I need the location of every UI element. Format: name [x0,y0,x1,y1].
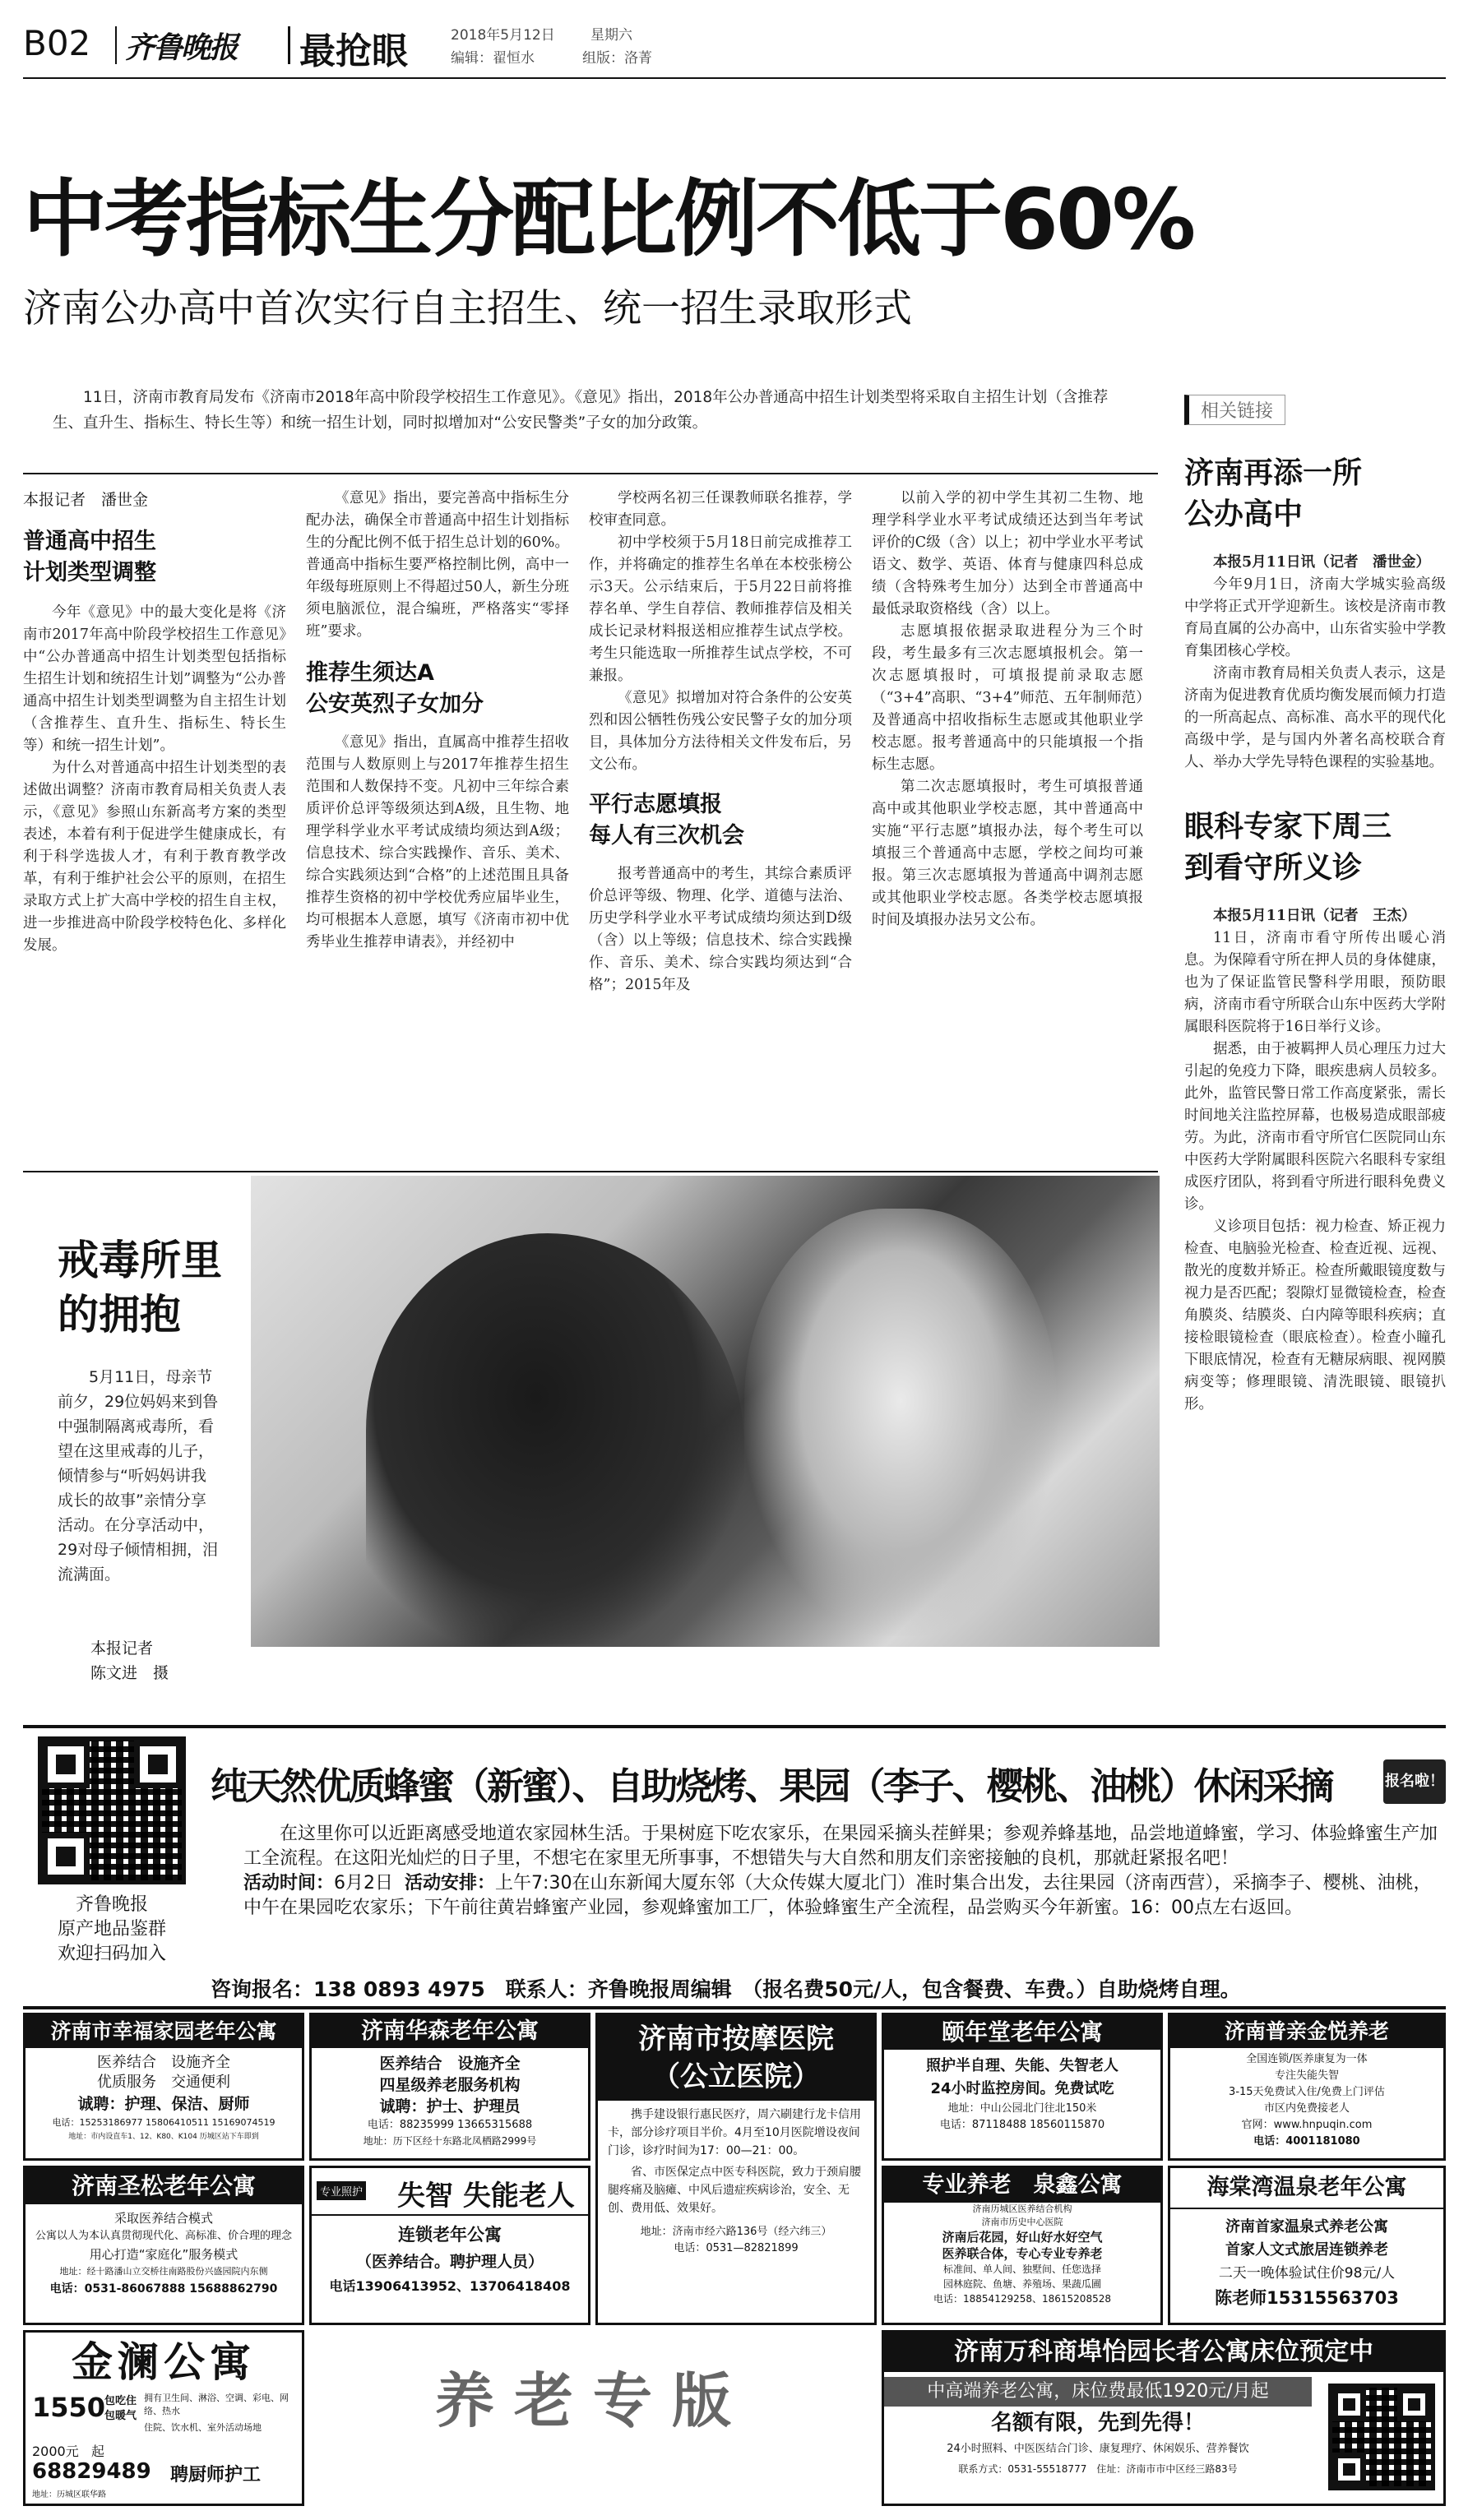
honey-ad-title: 纯天然优质蜂蜜（新蜜）、自助烧烤、果园（李子、樱桃、油桃）休闲采摘 [211,1764,1332,1808]
date: 2018年5月12日 [451,27,555,44]
sidebar [1184,395,1446,1416]
ad-line: 医养联合体，专心专业专养老 [942,2246,1103,2261]
section-label: 养老专版 [434,2366,751,2435]
paragraph: 济南市教育局相关负责人表示，这是济南为促进教育优质均衡发展而倾力打造的一所高起点、高标准、高水平的现代化高级中学，是与国内外著名高校联合育人、举办大学先导特色课程的实验基地。 [1184,665,1446,770]
ad-line: 包暖气 [104,2410,137,2422]
ad-title: 济南普亲金悦养老 [1170,2015,1443,2048]
classified-ad [309,2013,590,2161]
classified-ad [309,2166,590,2325]
sidebar-headline: 眼科专家下周三 到看守所义诊 [1184,810,1392,885]
ad-line: 济南后花园，好山好水好空气 [942,2230,1103,2245]
ad-title: 金澜公寓 [25,2333,302,2392]
ad-line: 住院、饮水机、室外活动场地 [144,2422,262,2433]
ad-line: 陈老师15315563703 [1215,2288,1399,2308]
column-text [23,602,286,957]
ad-line: 医养结合 设施齐全 [379,2055,521,2073]
ad-line: 标准间、单人间、独墅间、任您选择 [942,2263,1101,2275]
paragraph: 《意见》指出，要完善高中指标生分配办法，确保全市普通高中招生计划指标生的分配比例不低于招生总计划的60%。普通高中指标生要严格控制比例，高中一年级每班原则上不得超过50人，新生分班须电脑派位，混合编班，严格落实“零择班”要求。 [306,490,569,640]
column-text [306,488,569,643]
ad-line: 诚聘：护士、护理员 [379,2097,521,2115]
ad-header [312,2168,588,2216]
ad-line: 中高端养老公寓，床位费最低1920元/月起 [884,2377,1312,2407]
column-text [872,488,1143,932]
ad-line: 采取医养结合模式 [113,2211,213,2226]
ad-line: 24小时监控房间。免费试吃 [930,2080,1114,2097]
ad-line: 诚聘：护理、保洁、厨师 [77,2095,250,2113]
classified-ad [882,2013,1163,2161]
lead-paragraph: 11日，济南市教育局发布《济南市2018年高中阶段学校招生工作意见》。《意见》指出，2018年公办普通高中招生计划类型将采取自主招生计划（含推荐生、直升生、指标生、特长生等）和统一招生计划，同时拟增加对“公安民警类”子女的加分政策。 [53,389,1109,432]
ad-line: 电话：18854129258、18615208528 [933,2293,1111,2305]
event-date: 6月2日 [334,1873,394,1893]
photo-caption: 5月11日，母亲节前夕，29位妈妈来到鲁中强制隔离戒毒所，看望在这里戒毒的儿子，倾情参与“听妈妈讲我成长的故事”亲情分享活动。在分享活动中，29对母子倾情相拥，泪流满面。 [58,1368,219,1584]
paragraph: 11日，济南市看守所传出暖心消息。为保障看守所在押人员的身体健康，也为了保证监管民警科学用眼，预防眼病，济南市看守所联合山东中医药大学附属眼科医院将于16日举行义诊。 [1184,930,1446,1035]
ad-line: 地址：济南市经六路136号（经六纬三） [640,2226,832,2238]
ad-line: 3-15天免费试入住/免费上门评估 [1229,2086,1385,2098]
ad-line: 地址：市内设直车1、12、K80、K104 历城区站下车即到 [68,2133,259,2141]
ad-line: 济南历城区医养结合机构 [972,2203,1072,2214]
photo-figure-light [744,1209,1057,1636]
paragraph: 《意见》指出，直属高中推荐生招收范围与人数原则上与2017年推荐生招生范围和人数保持不变。凡初中三年综合素质评价总评等级须达到A级，且生物、地理学科学业水平考试成绩均须达到A级；信息技术、综合实践操作、音乐、美术、综合实践须达到“合格”的上述范围且具备推荐生资格的初中学校优秀应届毕业生，均可根据本人意愿，填写《济南市初中优秀毕业生推荐申请表》，并经初中 [306,734,569,950]
ad-title: 济南华森老年公寓 [312,2015,588,2048]
ad-line: 济南市历史中心医院 [981,2217,1063,2227]
paragraph: 今年9月1日，济南大学城实验高级中学将正式开学迎新生。该校是济南市教育局直属的公办高中，山东省实验中学教育集团核心学校。 [1184,576,1446,659]
ad-line: 拥有卫生间、淋浴、空调、彩电、网络、热水 [144,2393,289,2416]
photo-story-title: 戒毒所里 的拥抱 [58,1237,222,1339]
ad-line: 名额有限，先到先得！ [990,2411,1205,2435]
article-column-4 [872,488,1143,932]
honey-ad-badge: 报名啦！ [1383,1759,1446,1804]
classified-ad [882,2330,1446,2506]
paragraph: 以前入学的初中学生其初二生物、地理学科学业水平考试成绩还达到当年考试评价的C级（含）以上；初中学业水平考试语文、数学、英语、体育与健康四科总成绩（含特殊考生加分）达到全市普通高中最低录取资格线（含）以上。 [872,490,1143,617]
article-column-1 [23,526,286,957]
classified-ad [1168,2166,1446,2325]
ad-title: 济南圣松老年公寓 [25,2168,302,2204]
ad-line: 全国连锁/医养康复为一体 [1246,2053,1368,2065]
ad-line: 地址：历城区联华路 [32,2490,106,2499]
ad-title: 颐年堂老年公寓 [884,2015,1160,2050]
paragraph: 学校两名初三任课教师联名推荐，学校审查同意。 [589,490,852,529]
classified-ad [595,2013,877,2325]
classified-ad [23,2330,304,2506]
subhead: 普通高中招生 计划类型调整 [23,529,156,585]
sidebar-text [1184,552,1446,774]
ad-line: 电话：87118488 18560115870 [939,2119,1105,2131]
paragraph: 义诊项目包括：视力检查、矫正视力检查、电脑验光检查、检查近视、远视、散光的度数并矫正。检查所戴眼镜度数与视力是否匹配；裂隙灯显微镜检查，检查角膜炎、结膜炎、白内障等眼科疾病；直接检眼镜检查（眼底检查）。检查小瞳孔下眼底情况，检查有无糖尿病眼、视网膜病变等；修理眼镜、清洗眼镜、眼镜扒形。 [1184,1218,1446,1413]
ad-line: 专注失能失智 [1274,2069,1339,2082]
divider [288,26,290,64]
classified-ad [23,2166,304,2325]
ad-line: 省、市医保定点中医专科医院，致力于颈肩腰腿疼痛及脑瘫、中风后遗症疾病诊治，安全、无创、费用低、效果好。 [608,2166,861,2215]
ad-line: 电话：4001181080 [1253,2135,1360,2148]
subhead: 推荐生须达A 公安英烈子女加分 [306,660,484,717]
editor: 编辑：翟恒水 [451,50,535,67]
ad-line: 2000元 [32,2444,79,2459]
paragraph: 今年《意见》中的最大变化是将《济南市2017年高中阶段学校招生工作意见》中“公办普通高中招生计划类型包括指标生招生计划和统招生计划”调整为“公办普通高中招生计划类型调整为自主招生计划（含推荐生、直升生、指标生、特长生等）和统一招生计划”。 [23,604,286,754]
page-number: B02 [23,23,91,63]
photo-credit: 本报记者 陈文进 摄 [90,1639,169,1682]
paragraph: 《意见》拟增加对符合条件的公安英烈和因公牺牲伤残公安民警子女的加分项目，具体加分方法待相关文件发布后，另文公布。 [589,690,852,773]
lead-rule [23,473,1158,474]
section-name: 最抢眼 [299,30,408,72]
ad-line: 连锁老年公寓 [398,2225,502,2245]
ad-line: 照护半自理、失能、失智老人 [926,2057,1118,2074]
time-label: 活动时间： [243,1873,335,1893]
ad-line: 医养结合 设施齐全 [97,2054,230,2071]
weekday: 星期六 [590,27,632,44]
ad-line: 首家人文式旅居连锁养老 [1225,2241,1388,2259]
ad-line: 优质服务 交通便利 [97,2074,230,2091]
ad-line: 公寓以人为本认真贯彻现代化、高标准、价合理的理念 [35,2230,292,2242]
headline-subtitle: 济南公办高中首次实行自主招生、统一招生录取形式 [23,286,912,331]
ad-title: 济南市幸福家园老年公寓 [25,2015,302,2048]
masthead-rule [23,77,1446,79]
column-text [589,863,852,996]
honey-ad-intro: 在这里你可以近距离感受地道农家园林生活。于果树庭下吃农家乐，在果园采摘头茬鲜果；参观养蜂基地，品尝地道蜂蜜，学习、体验蜂蜜生产加工全流程。在这阳光灿烂的日子里，不想宅在家里无所事事，不想错失与大自然和朋友们亲密接触的良机，那就赶紧报名吧！ [243,1824,1438,1869]
ad-line: 24小时照料、中医医结合门诊、康复理疗、休闲娱乐、营养餐饮 [947,2443,1249,2455]
paragraph: 第二次志愿填报时，考生可填报普通高中或其他职业学校志愿，其中普通高中实施“平行志愿”填报办法，每个考生可以填报三个普通高中志愿，学校之间均可兼报。第三次志愿填报为普通高中调剂志愿或其他职业学校志愿。各类学校志愿填报时间及填报办法另文公布。 [872,779,1143,928]
ad-line: 地址：经十路潘山立交桥往南路股份兴盛园院内东侧 [59,2266,268,2277]
ad-line: （医养结合。聘护理人员） [355,2253,544,2271]
byline: 本报记者 潘世金 [23,491,149,509]
photo-figure-shadow [366,1233,744,1644]
ad-line: 电话13906413952、13706418408 [329,2278,571,2294]
ad-title: 济南市按摩医院 （公立医院） [598,2015,874,2101]
ad-title: 海棠湾温泉老年公寓 [1170,2168,1443,2209]
honey-ad [23,1733,1446,2004]
paragraph: 初中学校须于5月18日前完成推荐工作，并将确定的推荐生名单在本校张榜公示3天。公示结束后，于5月22日前将推荐名单、学生自荐信、教师推荐信及相关成长记录材料报送相应推荐生试点学校。考生只能选取一所推荐生试点学校，不可兼报。 [589,534,852,684]
paragraph: 据悉，由于被羁押人员心理压力过大引起的免疫力下降，眼疾患病人员较多。此外，监管民警日常工作高度紧张，需长时间地关注监控屏幕，也极易造成眼部疲劳。为此，济南市看守所官仁医院同山东中医药大学附属眼科医院六名眼科专家组成医疗团队，将到看守所进行眼科免费义诊。 [1184,1041,1446,1213]
ad-line: 携手建设银行惠民医疗，周六刷建行龙卡信用卡，部分诊疗项目半价。4月至10月医院增设夜间门诊，诊疗时间为17：00—21：00。 [608,2108,861,2157]
paragraph: 为什么对普通高中招生计划类型的表述做出调整？济南市教育局相关负责人表示，《意见》参照山东新高考方案的类型表述，本着有利于促进学生健康成长，有利于科学选拔人才，有利于教育教学改革，有利于维护社会公平的原则，在招生录取方式上扩大高中学校的招生自主权，进一步推进高中阶段学校特色化、多样化发展。 [23,760,286,954]
honey-ad-schedule [243,1871,1444,1921]
ad-line: 起 [91,2444,105,2459]
ad-line: 地址：中山公园北门往北150米 [947,2102,1097,2115]
column-text [306,732,569,954]
headline-title: 中考指标生分配比例不低于60% [23,171,1194,269]
layout-editor: 组版：洛菁 [582,50,652,67]
classified-ad [23,2013,304,2161]
ad-line: 用心打造“家庭化”服务模式 [89,2247,238,2262]
sidebar-headline: 济南再添一所 公办高中 [1184,456,1363,531]
qr-code [38,1736,186,1884]
ad-price-block [25,2392,302,2499]
paragraph: 志愿填报依据录取进程分为三个时段，考生最多有三次志愿填报机会。第一次志愿填报时，可填报提前录取志愿（“3+4”高职、“3+4”师范、五年制师范）及普通高中招收指标生志愿或其他职业学校志愿。报考普通高中的只能填报一个指标生志愿。 [872,623,1143,773]
paper-logo: 齐鲁晚报 [125,31,238,65]
article-column-2 [306,488,569,954]
dateline: 本报5月11日讯（记者 潘世金） [1213,554,1431,571]
dateline: 本报5月11日讯（记者 王杰） [1213,908,1416,924]
article-column-3 [589,488,852,996]
sidebar-text [1184,905,1446,1416]
news-photo [251,1176,1160,1647]
ad-line: 济南首家温泉式养老公寓 [1225,2218,1388,2236]
masthead [23,18,1446,76]
ad-phone: 68829489 [32,2459,151,2484]
ad-line: 二天一晚体验试住价98元/人 [1218,2265,1396,2282]
ad-title: 失智 失能老人 [397,2180,575,2213]
ad-line: 园林庭院、鱼塘、养殖场、果蔬瓜圃 [942,2278,1101,2290]
honey-ad-body [243,1822,1444,1921]
ad-line: 电话：0531-86067888 15688862790 [49,2282,278,2296]
ad-title: 专业养老 泉鑫公寓 [884,2168,1160,2203]
column-text [589,488,852,776]
ad-line: 聘厨师护工 [170,2465,262,2485]
honey-ad-contact: 咨询报名：138 0893 4975 联系人：齐鲁晚报周编辑 （报名费50元/人，包含餐费、车费。）自助烧烤自理。 [211,1977,1241,2001]
qr-caption: 齐鲁晚报 原产地品鉴群 欢迎扫码加入 [57,1894,166,1964]
ad-section-rule [23,1725,1446,1728]
ad-tag: 专业照护 [317,2181,366,2200]
photo-story-rule [23,1171,1158,1172]
ad-line: 电话：88235999 13665315688 [367,2119,533,2131]
ad-line: 包吃住 [104,2395,137,2407]
classified-ad [1168,2013,1446,2161]
qr-code [1328,2384,1435,2490]
paragraph: 报考普通高中的考生，其综合素质评价总评等级、物理、化学、道德与法治、历史学科学业水平考试成绩均须达到D级（含）以上等级；信息技术、综合实践操作、音乐、美术、综合实践均须达到“合格”；2015年及 [589,866,852,993]
ad-title: 济南万科商埠怡园长者公寓床位预定中 [884,2333,1443,2372]
ad-line: 地址：历下区经十东路北凤栖路2999号 [363,2135,537,2147]
sidebar-tag: 相关链接 [1184,395,1285,425]
classified-rule [23,2006,1446,2009]
subhead: 平行志愿填报 每人有三次机会 [589,792,744,848]
plan-label: 活动安排： [405,1873,496,1893]
ad-line: 电话：15253186977 15806410511 15169074519 [52,2117,276,2128]
classified-ad [882,2166,1163,2325]
ad-line: 电话：0531—82821899 [674,2242,799,2254]
divider [115,26,117,64]
ad-line: 市区内免费接老人 [1263,2102,1350,2115]
ad-line: 联系方式：0531-55518777 住址：济南市市中区经三路83号 [958,2463,1238,2475]
ad-line: 官网：www.hnpuqin.com [1241,2119,1373,2131]
ad-line: 四星级养老服务机构 [379,2076,521,2094]
event-plan: 上午7:30在山东新闻大厦东邻（大众传媒大厦北门）准时集合出发，去往果园（济南西营），采摘李子、樱桃、油桃，中午在果园吃农家乐；下午前往黄岩蜂蜜产业园，参观蜂蜜加工厂，体验蜂蜜生产全流程，品尝购买今年新蜜。16：00点左右返回。 [243,1873,1432,1918]
ad-price: 1550 [32,2392,106,2423]
